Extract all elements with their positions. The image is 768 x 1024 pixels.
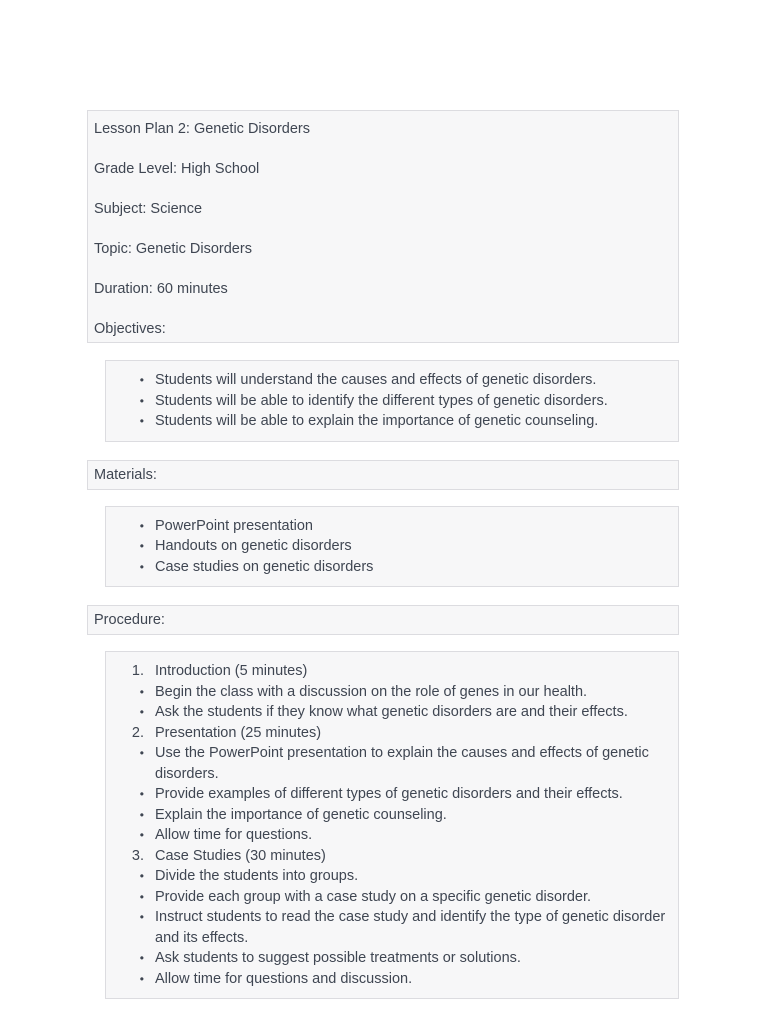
list-item-text: Provide examples of different types of genetic disorders and their effects. bbox=[155, 786, 623, 802]
list-item bbox=[106, 846, 668, 867]
list-item-text: Students will understand the causes and effects of genetic disorders. bbox=[155, 372, 597, 388]
procedure-heading-block bbox=[87, 605, 679, 635]
objectives-list-block bbox=[105, 360, 679, 442]
list-item-text: Instruct students to read the case study and identify the type of genetic disorder and its effects. bbox=[155, 909, 666, 946]
list-item-text: Ask the students if they know what genetic disorders are and their effects. bbox=[155, 704, 628, 720]
lesson-title: Lesson Plan 2: Genetic Disorders bbox=[94, 121, 310, 137]
ordinal-marker: 2. bbox=[131, 724, 144, 741]
ordinal-marker: 3. bbox=[131, 847, 144, 864]
list-item-text: Introduction (5 minutes) bbox=[155, 663, 308, 679]
materials-list-block bbox=[105, 506, 679, 588]
bullet-icon: • bbox=[139, 559, 144, 574]
materials-heading-block bbox=[87, 460, 679, 490]
bullet-icon: • bbox=[139, 746, 144, 760]
list-item bbox=[106, 907, 668, 948]
list-item-text: Begin the class with a discussion on the role of genes in our health. bbox=[155, 683, 588, 700]
bullet-icon: • bbox=[139, 889, 144, 904]
list-item bbox=[106, 784, 668, 805]
list-item bbox=[106, 391, 668, 412]
list-item bbox=[106, 866, 668, 887]
list-item-text: Handouts on genetic disorders bbox=[155, 538, 352, 554]
list-item bbox=[106, 411, 668, 432]
list-item bbox=[106, 743, 668, 784]
list-item bbox=[106, 887, 668, 908]
list-item bbox=[106, 969, 668, 990]
ordinal-marker: 1. bbox=[131, 663, 144, 679]
bullet-icon: • bbox=[139, 684, 144, 699]
topic-line: Topic: Genetic Disorders bbox=[94, 241, 252, 257]
list-item-text: Allow time for questions and discussion. bbox=[155, 970, 413, 987]
procedure-list-block bbox=[105, 651, 679, 999]
bullet-icon: • bbox=[139, 705, 144, 719]
list-item bbox=[106, 536, 668, 557]
lesson-plan-document bbox=[87, 110, 679, 999]
list-item-text: Allow time for questions. bbox=[155, 827, 313, 843]
list-item bbox=[106, 723, 668, 744]
list-item bbox=[106, 370, 668, 391]
bullet-icon: • bbox=[139, 518, 144, 533]
bullet-icon: • bbox=[139, 393, 144, 408]
list-item bbox=[106, 682, 668, 703]
materials-list bbox=[106, 516, 668, 578]
bullet-icon: • bbox=[139, 373, 144, 387]
list-item bbox=[106, 805, 668, 826]
duration-line: Duration: 60 minutes bbox=[94, 281, 228, 297]
list-item-text: Provide each group with a case study on a specific genetic disorder. bbox=[155, 888, 592, 905]
list-item-text: Students will be able to identify the different types of genetic disorders. bbox=[155, 392, 608, 409]
bullet-icon: • bbox=[139, 539, 144, 553]
list-item-text: Case Studies (30 minutes) bbox=[155, 847, 326, 864]
bullet-icon: • bbox=[139, 414, 144, 428]
list-item-text: Divide the students into groups. bbox=[155, 868, 359, 884]
bullet-icon: • bbox=[139, 971, 144, 986]
list-item bbox=[106, 557, 668, 578]
bullet-icon: • bbox=[139, 828, 144, 842]
bullet-icon: • bbox=[139, 910, 144, 924]
procedure-heading: Procedure: bbox=[94, 612, 165, 628]
list-item-text: Explain the importance of genetic counseling. bbox=[155, 806, 447, 823]
procedure-list bbox=[106, 661, 668, 989]
list-item bbox=[106, 825, 668, 846]
list-item bbox=[106, 948, 668, 969]
list-item-text: Presentation (25 minutes) bbox=[155, 724, 322, 741]
bullet-icon: • bbox=[139, 787, 144, 801]
list-item-text: PowerPoint presentation bbox=[155, 517, 313, 534]
bullet-icon: • bbox=[139, 807, 144, 822]
bullet-icon: • bbox=[139, 869, 144, 883]
list-item-text: Use the PowerPoint presentation to explain the causes and effects of genetic disorders. bbox=[155, 745, 649, 782]
list-item bbox=[106, 516, 668, 537]
subject-line: Subject: Science bbox=[94, 201, 203, 217]
materials-heading: Materials: bbox=[94, 466, 157, 483]
objectives-heading: Objectives: bbox=[94, 321, 166, 337]
list-item-text: Students will be able to explain the importance of genetic counseling. bbox=[155, 413, 599, 429]
list-item-text: Ask students to suggest possible treatments or solutions. bbox=[155, 950, 521, 966]
lesson-metadata-block bbox=[87, 110, 679, 343]
list-item-text: Case studies on genetic disorders bbox=[155, 558, 374, 575]
bullet-icon: • bbox=[139, 951, 144, 965]
objectives-list bbox=[106, 370, 668, 432]
list-item bbox=[106, 661, 668, 682]
grade-level-line: Grade Level: High School bbox=[94, 161, 260, 177]
list-item bbox=[106, 702, 668, 723]
